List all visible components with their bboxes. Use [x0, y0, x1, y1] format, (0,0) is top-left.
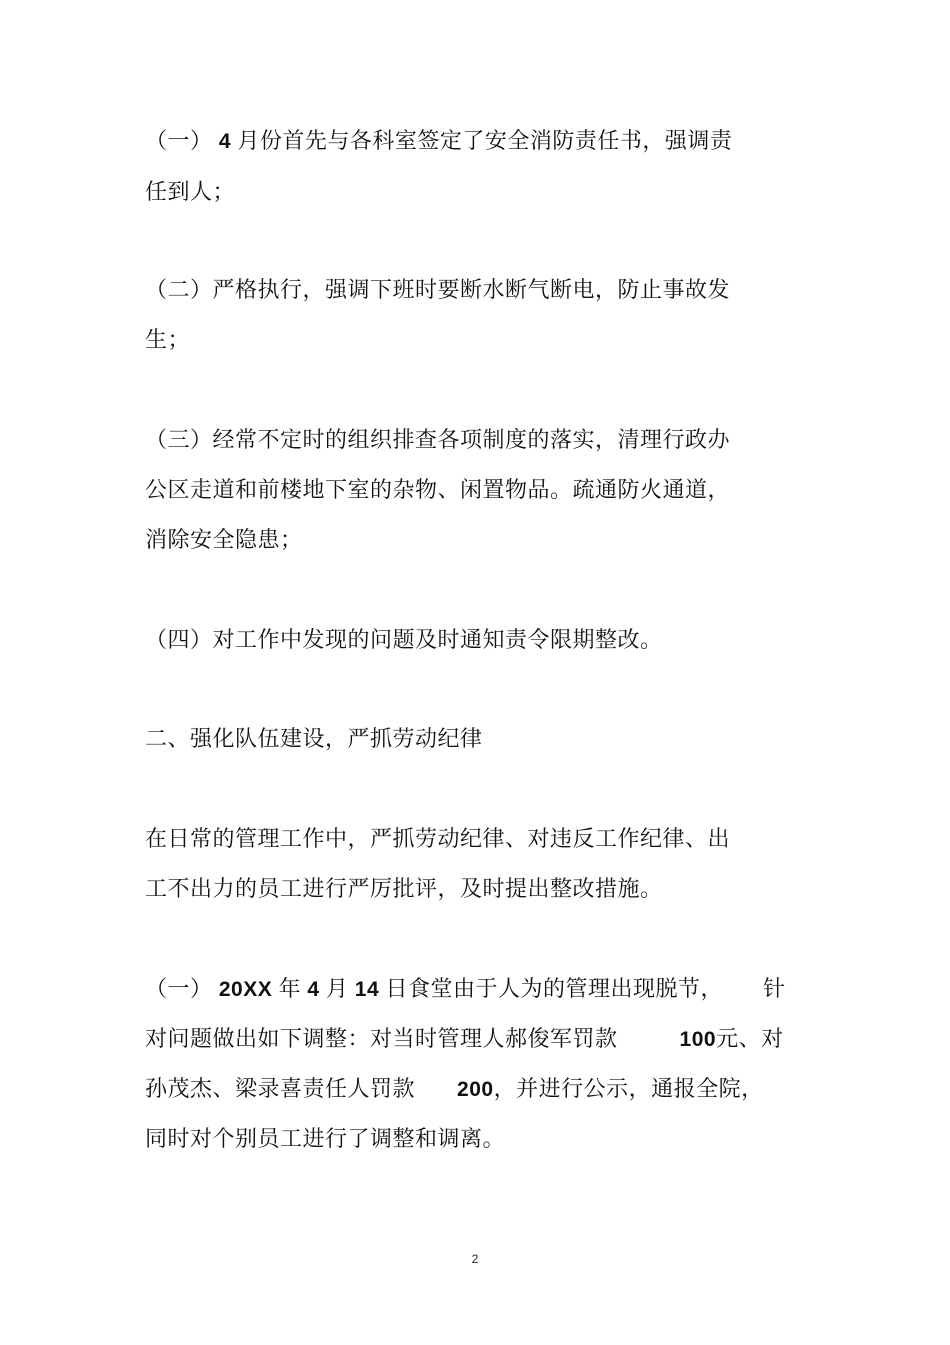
text-segment: 年 — [278, 977, 302, 1002]
text-segment: 消除安全隐患； — [145, 528, 303, 553]
text-segment: （一） — [145, 977, 213, 1002]
text-segment: 针 — [763, 977, 786, 1002]
number-segment: 4 — [301, 978, 326, 1001]
paragraph-6-line-4 — [145, 1125, 505, 1155]
page-number: 2 — [471, 1252, 479, 1266]
text-segment: 月份首先与各科室签定了安全消防责任书，强调责 — [237, 129, 733, 154]
text-segment: （三）经常不定时的组织排查各项制度的落实，清理行政办 — [145, 428, 731, 453]
text-segment: ，并进行公示，通报全院， — [493, 1077, 764, 1102]
number-segment: 14 — [348, 978, 386, 1001]
text-segment: 公区走道和前楼地下室的杂物、闲置物品。疏通防火通道， — [145, 478, 731, 503]
paragraph-2-line-2 — [145, 326, 190, 356]
paragraph-5-line-1 — [145, 825, 730, 855]
number-segment: 20XX — [212, 978, 279, 1001]
text-segment: 生； — [145, 328, 191, 353]
paragraph-6-line-2 — [145, 1025, 784, 1055]
text-segment: 元、对 — [716, 1027, 784, 1052]
text-segment: 月 — [325, 977, 349, 1002]
heading-text: 二、强化队伍建设，严抓劳动纪律 — [145, 727, 483, 752]
text-segment: 在日常的管理工作中，严抓劳动纪律、对违反工作纪律、出 — [145, 827, 731, 852]
text-segment: 任到人； — [145, 180, 236, 205]
number-segment: 100 — [679, 1028, 717, 1051]
paragraph-6-line-3 — [145, 1075, 764, 1105]
text-segment: 同时对个别员工进行了调整和调离。 — [145, 1127, 506, 1152]
text-segment: 日食堂由于人为的管理出现脱节， — [385, 977, 723, 1002]
number-segment: 200 — [457, 1078, 494, 1101]
text-segment: 对问题做出如下调整：对当时管理人郝俊军罚款 — [145, 1027, 618, 1052]
section-heading — [145, 725, 483, 755]
paragraph-3-line-2 — [145, 476, 730, 506]
number-segment: 4 — [212, 130, 238, 153]
paragraph-2-line-1 — [145, 276, 730, 306]
text-segment: 工不出力的员工进行严厉批评，及时提出整改措施。 — [145, 877, 663, 902]
paragraph-3-line-1 — [145, 426, 730, 456]
text-segment: （一） — [145, 129, 213, 154]
paragraph-1-line-2 — [145, 178, 235, 208]
paragraph-4-line-1 — [145, 626, 663, 656]
paragraph-1-line-1 — [145, 127, 732, 157]
text-segment: 孙茂杰、梁录喜责任人罚款 — [145, 1077, 416, 1102]
text-segment: （二）严格执行，强调下班时要断水断气断电，防止事故发 — [145, 278, 731, 303]
paragraph-3-line-3 — [145, 526, 303, 556]
paragraph-5-line-2 — [145, 875, 663, 905]
paragraph-6-line-1 — [145, 975, 786, 1005]
text-segment: （四）对工作中发现的问题及时通知责令限期整改。 — [145, 628, 663, 653]
